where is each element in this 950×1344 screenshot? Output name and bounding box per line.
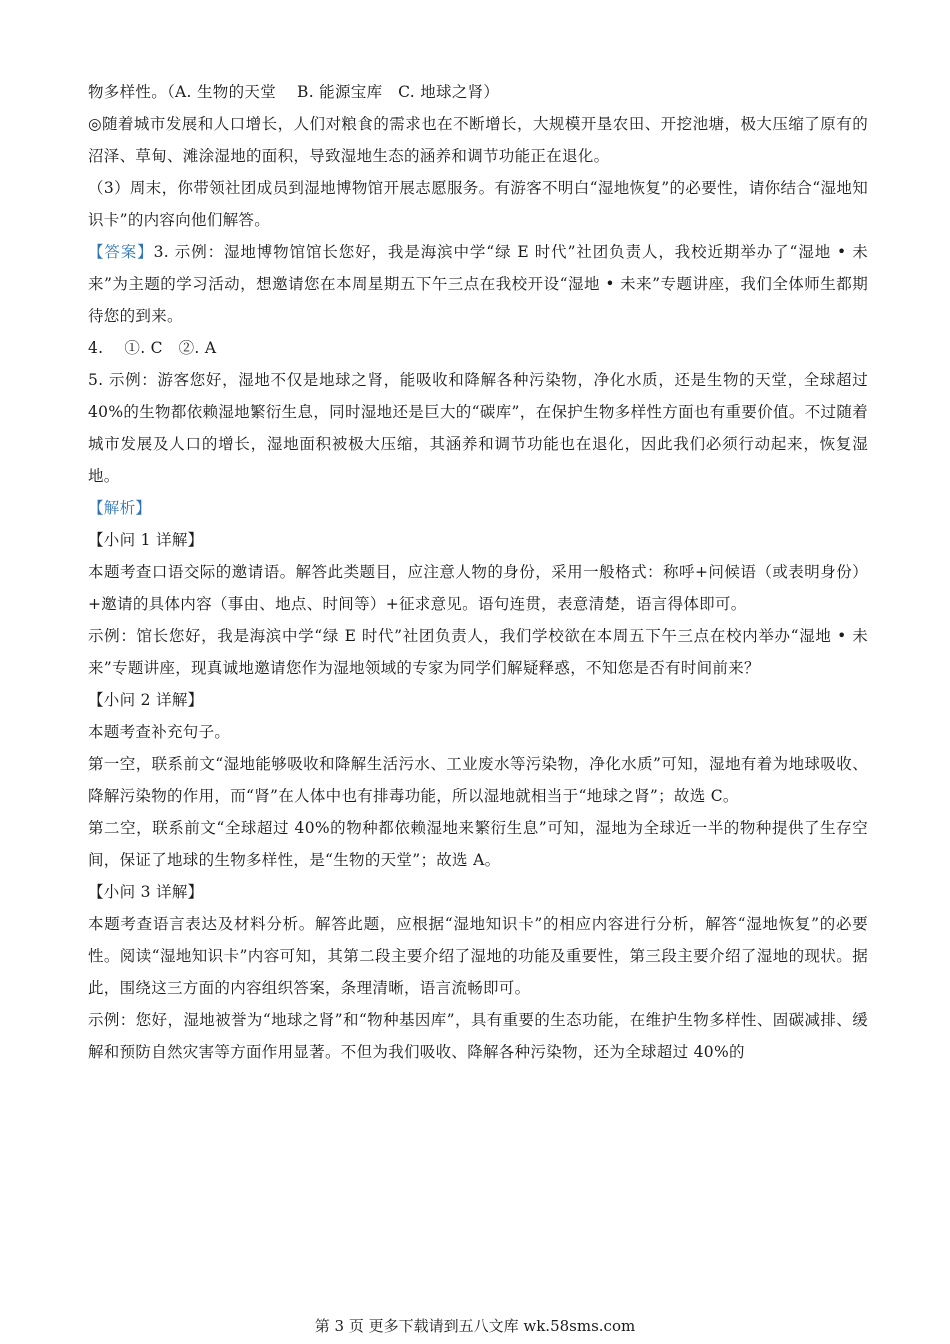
paragraph: （3）周末，你带领社团成员到湿地博物馆开展志愿服务。有游客不明白“湿地恢复”的必要性，请你结合“湿地知识卡”的内容向他们解答。 [88,179,868,229]
paragraph: 本题考查语言表达及材料分析。解答此题，应根据“湿地知识卡”的相应内容进行分析，解答“湿地恢复”的必要性。阅读“湿地知识卡”内容可知，其第二段主要介绍了湿地的功能及重要性，第三段主要介绍了湿地的现状。据此，围绕这三方面的内容组织答案，条理清晰，语言流畅即可。 [88,915,868,997]
subquestion-heading: 【小问 1 详解】 [88,531,204,549]
paragraph: 5. 示例：游客您好，湿地不仅是地球之肾，能吸收和降解各种污染物，净化水质，还是生物的天堂，全球超过 40%的生物都依赖湿地繁衍生息，同时湿地还是巨大的“碳库”，在保护生物多样性方面也有重要价值。不过随着城市发展及人口的增长，湿地面积被极大压缩，其涵养和调节功能也在退化，因此我们必须行动起来，恢复湿地。 [88,371,868,485]
paragraph: 4. ①. C ②. A [88,339,217,357]
answer-paragraph [88,236,868,332]
paragraph: 第二空，联系前文“全球超过 40%的物种都依赖湿地来繁衍生息”可知，湿地为全球近一半的物种提供了生存空间，保证了地球的生物多样性，是“生物的天堂”；故选 A。 [88,819,868,869]
page-footer: 第 3 页 更多下载请到五八文库 wk.58sms.com [314,1317,636,1335]
answer-tag: 【答案】 [88,243,154,261]
paragraph: 本题考查口语交际的邀请语。解答此类题目，应注意人物的身份，采用一般格式：称呼+问候语（或表明身份）+邀请的具体内容（事由、地点、时间等）+征求意见。语句连贯，表意清楚，语言得体即可。 [88,563,868,613]
paragraph: 物多样性。（A. 生物的天堂 B. 能源宝库 C. 地球之肾） [88,83,500,101]
analysis-heading [88,492,868,524]
paragraph: 第一空，联系前文“湿地能够吸收和降解生活污水、工业废水等污染物，净化水质”可知，湿地有着为地球吸收、降解污染物的作用，而“肾”在人体中也有排毒功能，所以湿地就相当于“地球之肾”；故选 C。 [88,755,868,805]
paragraph-text: 3. 示例：湿地博物馆馆长您好，我是海滨中学“绿 E 时代”社团负责人，我校近期举办了“湿地 • 未来”为主题的学习活动，想邀请您在本周星期五下午三点在我校开设“湿地 • 未来”专题讲座，我们全体师生都期待您的到来。 [88,243,869,325]
subquestion-heading: 【小问 3 详解】 [88,883,204,901]
analysis-tag: 【解析】 [88,499,152,517]
document-body [88,76,868,1068]
paragraph: ◎随着城市发展和人口增长，人们对粮食的需求也在不断增长，大规模开垦农田、开挖池塘，极大压缩了原有的沼泽、草甸、滩涂湿地的面积，导致湿地生态的涵养和调节功能正在退化。 [88,115,868,165]
paragraph: 本题考查补充句子。 [88,723,231,741]
paragraph: 示例：您好，湿地被誉为“地球之肾”和“物种基因库”，具有重要的生态功能，在维护生物多样性、固碳减排、缓解和预防自然灾害等方面作用显著。不但为我们吸收、降解各种污染物，还为全球超过 40%的 [88,1011,868,1061]
paragraph: 示例：馆长您好，我是海滨中学“绿 E 时代”社团负责人，我们学校欲在本周五下午三点在校内举办“湿地 • 未来”专题讲座，现真诚地邀请您作为湿地领域的专家为同学们解疑释惑，不知您是否有时间前来？ [88,627,868,677]
subquestion-heading: 【小问 2 详解】 [88,691,204,709]
